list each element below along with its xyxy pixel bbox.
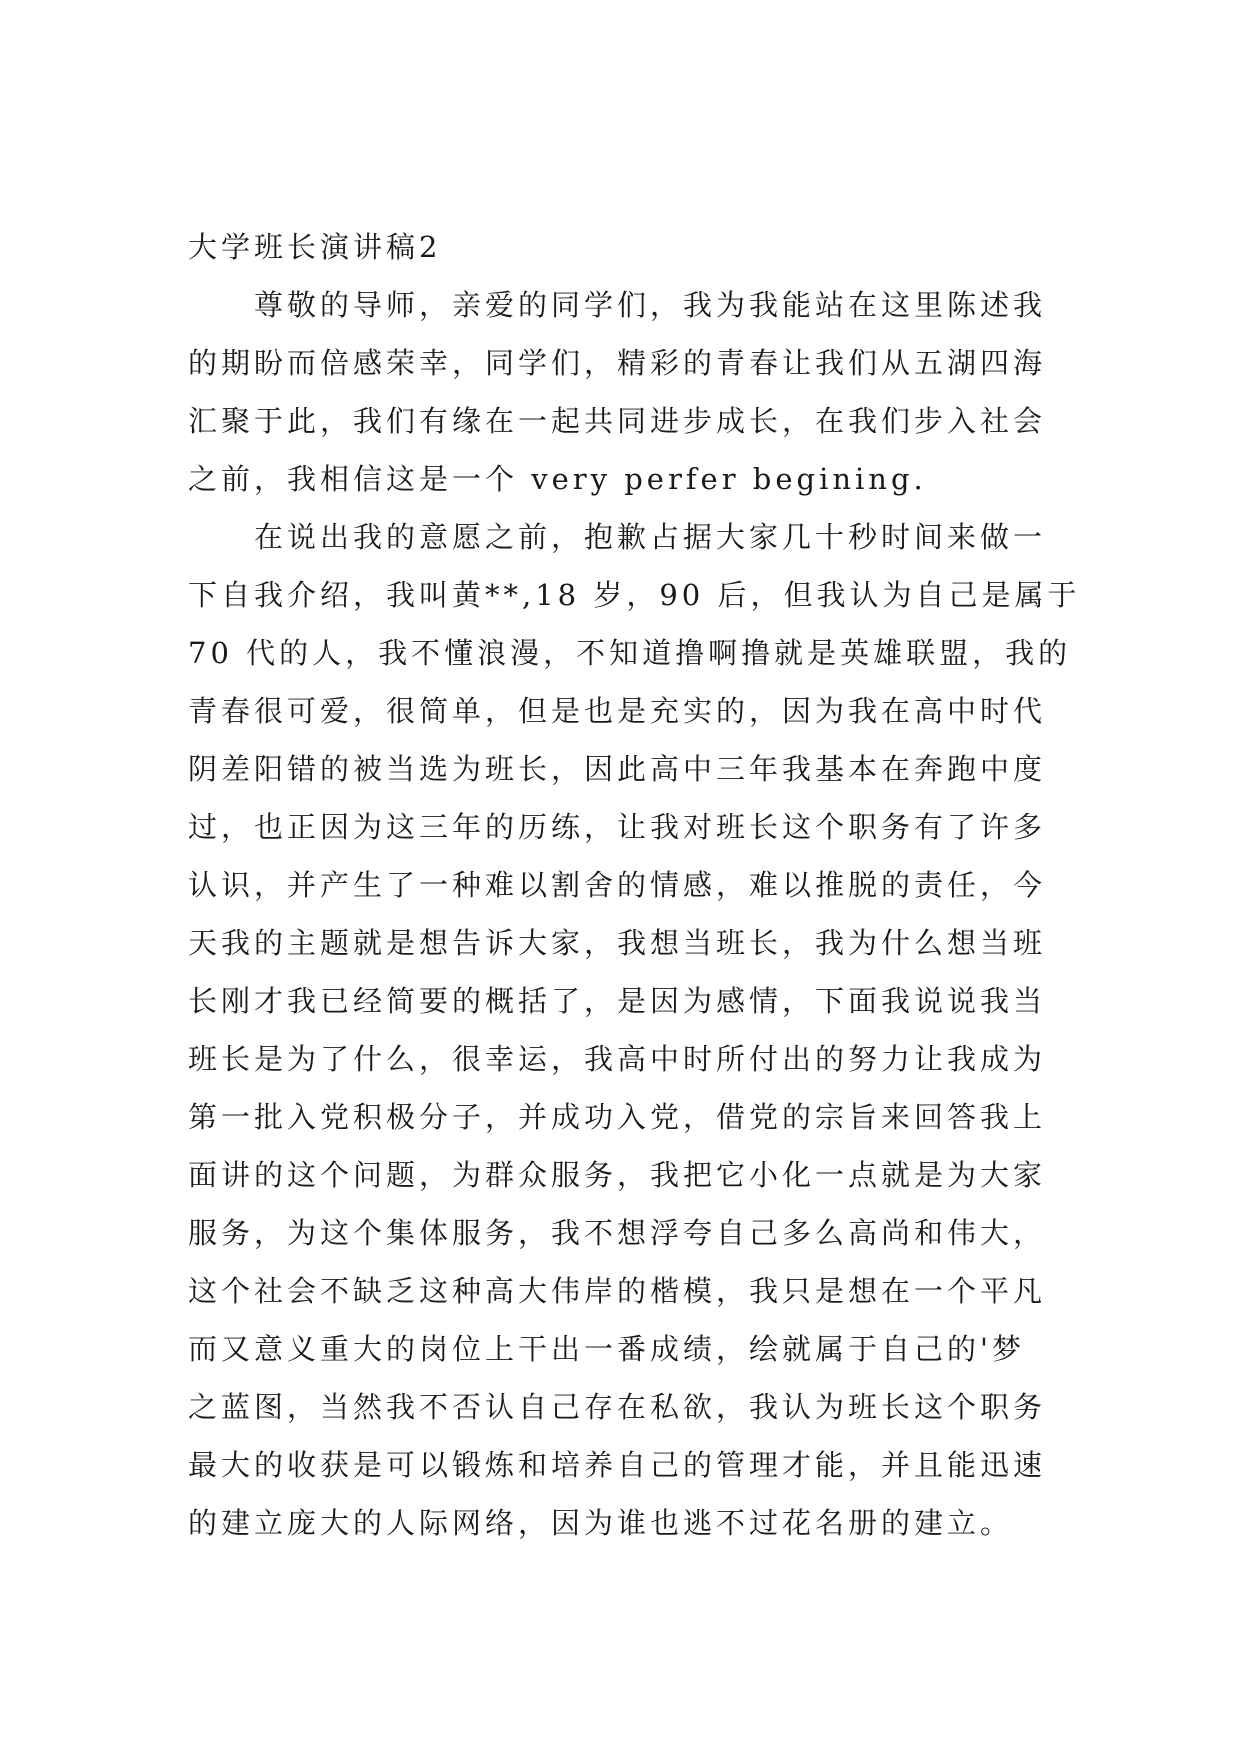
paragraph-line: 70 代的人，我不懂浪漫，不知道撸啊撸就是英雄联盟，我的 [188, 636, 1072, 670]
paragraph-line: 阴差阳错的被当选为班长，因此高中三年我基本在奔跑中度 [188, 752, 1047, 786]
paragraph-line: 的期盼而倍感荣幸，同学们，精彩的青春让我们从五湖四海 [188, 346, 1047, 380]
paragraph-line: 过，也正因为这三年的历练，让我对班长这个职务有了许多 [188, 810, 1047, 844]
paragraph-line: 天我的主题就是想告诉大家，我想当班长，我为什么想当班 [188, 926, 1047, 960]
paragraph-line: 的建立庞大的人际网络，因为谁也逃不过花名册的建立。 [188, 1506, 1014, 1540]
paragraph-line: 之前，我相信这是一个 very perfer begining. [188, 462, 927, 496]
paragraph-line: 长刚才我已经简要的概括了，是因为感情，下面我说说我当 [188, 984, 1047, 1018]
paragraph-line: 青春很可爱，很简单，但是也是充实的，因为我在高中时代 [188, 694, 1047, 728]
paragraph-1 [188, 276, 1058, 508]
paragraph-line: 而又意义重大的岗位上干出一番成绩，绘就属于自己的'梦 [188, 1332, 1025, 1366]
paragraph-line: 汇聚于此，我们有缘在一起共同进步成长，在我们步入社会 [188, 404, 1047, 438]
document-title: 大学班长演讲稿2 [188, 230, 442, 264]
paragraph-2 [188, 508, 1081, 1552]
paragraph-line: 服务，为这个集体服务，我不想浮夸自己多么高尚和伟大， [188, 1216, 1047, 1250]
document-body [188, 218, 1081, 1552]
paragraph-line: 最大的收获是可以锻炼和培养自己的管理才能，并且能迅速 [188, 1448, 1047, 1482]
paragraph-line: 认识，并产生了一种难以割舍的情感，难以推脱的责任，今 [188, 868, 1047, 902]
paragraph-line: 在说出我的意愿之前，抱歉占据大家几十秒时间来做一 [254, 520, 1047, 554]
paragraph-line: 班长是为了什么，很幸运，我高中时所付出的努力让我成为 [188, 1042, 1047, 1076]
paragraph-line: 尊敬的导师，亲爱的同学们，我为我能站在这里陈述我 [254, 288, 1047, 322]
paragraph-line: 这个社会不缺乏这种高大伟岸的楷模，我只是想在一个平凡 [188, 1274, 1047, 1308]
paragraph-line: 第一批入党积极分子，并成功入党，借党的宗旨来回答我上 [188, 1100, 1047, 1134]
paragraph-line: 下自我介绍，我叫黄**,18 岁，90 后，但我认为自己是属于 [188, 578, 1081, 612]
paragraph-line: 之蓝图，当然我不否认自己存在私欲，我认为班长这个职务 [188, 1390, 1047, 1424]
paragraph-line: 面讲的这个问题，为群众服务，我把它小化一点就是为大家 [188, 1158, 1047, 1192]
